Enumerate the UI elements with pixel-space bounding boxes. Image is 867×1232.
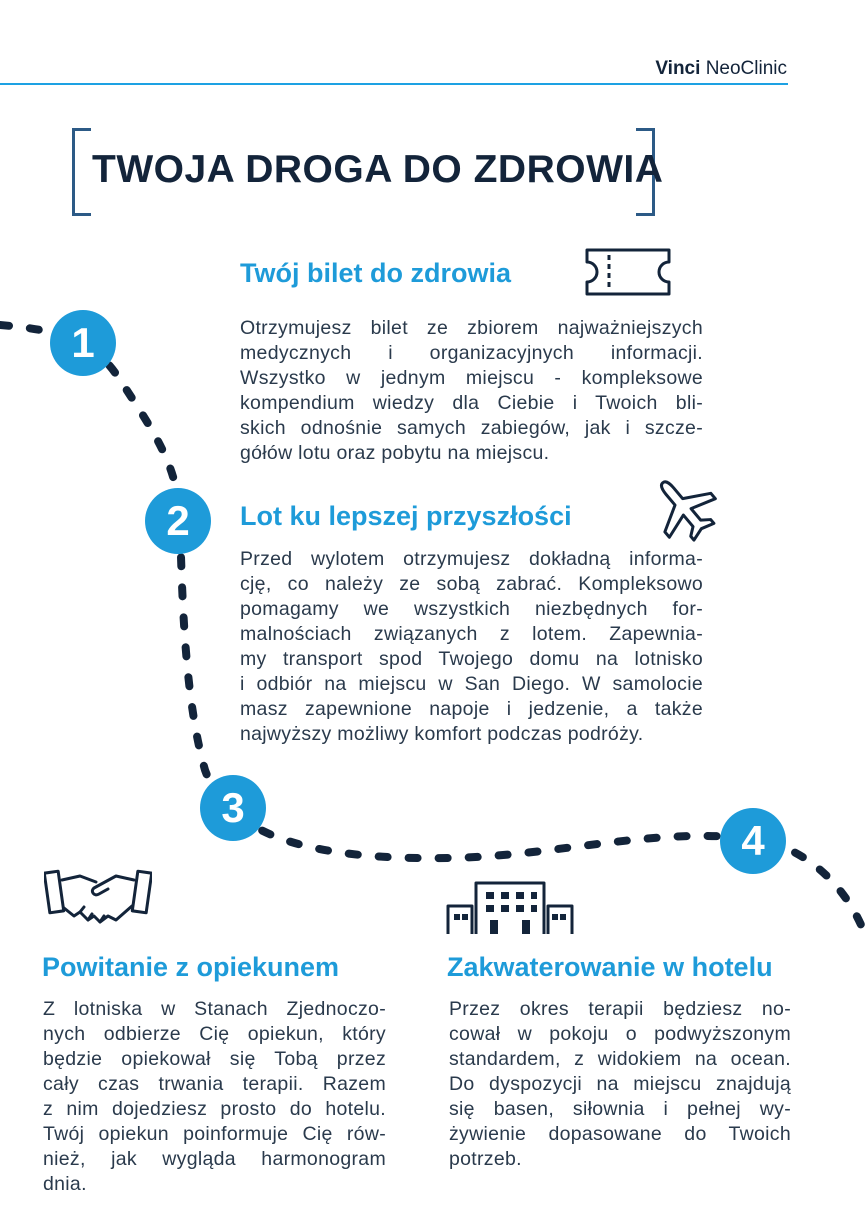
- step-2-line: i odbiór na miejscu w San Diego. W samolocie: [240, 673, 703, 695]
- step-4-line: Przez okres terapii będziesz no-: [449, 998, 791, 1020]
- step-1-line: medycznych i organizacyjnych informacji.: [240, 342, 703, 364]
- step-2-line: cję, co należy ze sobą zabrać. Kompleksowo: [240, 573, 703, 595]
- step-1-line: kompendium wiedzy dla Ciebie i Twoich bli-: [240, 392, 703, 414]
- brand-regular: NeoClinic: [705, 58, 787, 79]
- step-3-number-badge: 3: [200, 775, 266, 841]
- step-2-line: my transport spod Twojego domu na lotnisko: [240, 648, 703, 670]
- step-4-heading: Zakwaterowanie w hotelu: [447, 952, 773, 982]
- step-1-line: skich odnośnie samych zabiegów, jak i szcze-: [240, 417, 703, 439]
- step-4-line: Do dyspozycji na miejscu znajdują: [449, 1073, 791, 1095]
- step-3-line: nych odbierze Cię opiekun, który: [43, 1023, 386, 1045]
- step-3-line: Twój opiekun poinformuje Cię rów-: [43, 1123, 386, 1145]
- step-3-heading: Powitanie z opiekunem: [42, 952, 340, 982]
- step-1-description: [240, 316, 703, 466]
- brand-bold: Vinci: [655, 58, 701, 79]
- step-1-number-badge: 1: [50, 310, 116, 376]
- step-4-line: się basen, siłownia i pełnej wy-: [449, 1098, 791, 1120]
- step-4-description: [449, 997, 791, 1172]
- step-3-line: dnia.: [43, 1173, 87, 1195]
- step-4-number-badge: 4: [720, 808, 786, 874]
- step-3-line: cały czas trwania terapii. Razem: [43, 1073, 386, 1095]
- step-2-heading: Lot ku lepszej przyszłości: [240, 501, 572, 531]
- step-4-line: potrzeb.: [449, 1148, 522, 1170]
- step-3-line: będzie opiekował się Tobą przez: [43, 1048, 386, 1070]
- step-1-line: Wszystko w jednym miejscu - kompleksowe: [240, 367, 703, 389]
- step-2-line: masz zapewnione napoje i jedzenie, a także: [240, 698, 703, 720]
- step-2-number-badge: 2: [145, 488, 211, 554]
- step-4-line: standardem, z widokiem na ocean.: [449, 1048, 791, 1070]
- step-3-line: z nim dojedziesz prosto do hotelu.: [43, 1098, 386, 1120]
- step-2-line: najwyższy możliwy komfort podczas podróży.: [240, 723, 644, 745]
- page-title: TWOJA DROGA DO ZDROWIA: [92, 148, 664, 191]
- handshake-icon: [44, 866, 152, 928]
- ticket-icon: [584, 247, 672, 297]
- step-1-line: gółów lotu oraz pobytu na miejscu.: [240, 442, 550, 464]
- step-2-line: malnościach związanych z lotem. Zapewnia-: [240, 623, 703, 645]
- step-2-line: Przed wylotem otrzymujesz dokładną informa-: [240, 548, 703, 570]
- step-1-line: Otrzymujesz bilet ze zbiorem najważniejszych: [240, 317, 703, 339]
- step-4-line: cował w pokoju o podwyższonym: [449, 1023, 791, 1045]
- step-3-line: nież, jak wygląda harmonogram: [43, 1148, 386, 1170]
- step-3-line: Z lotniska w Stanach Zjednoczo-: [43, 998, 386, 1020]
- hotel-icon: [446, 880, 574, 936]
- step-2-line: pomagamy we wszystkich niezbędnych for-: [240, 598, 703, 620]
- step-4-line: żywienie dopasowane do Twoich: [449, 1123, 791, 1145]
- step-1-heading: Twój bilet do zdrowia: [240, 258, 511, 288]
- step-3-description: [43, 997, 386, 1197]
- airplane-icon: [648, 472, 720, 544]
- step-2-description: [240, 547, 703, 747]
